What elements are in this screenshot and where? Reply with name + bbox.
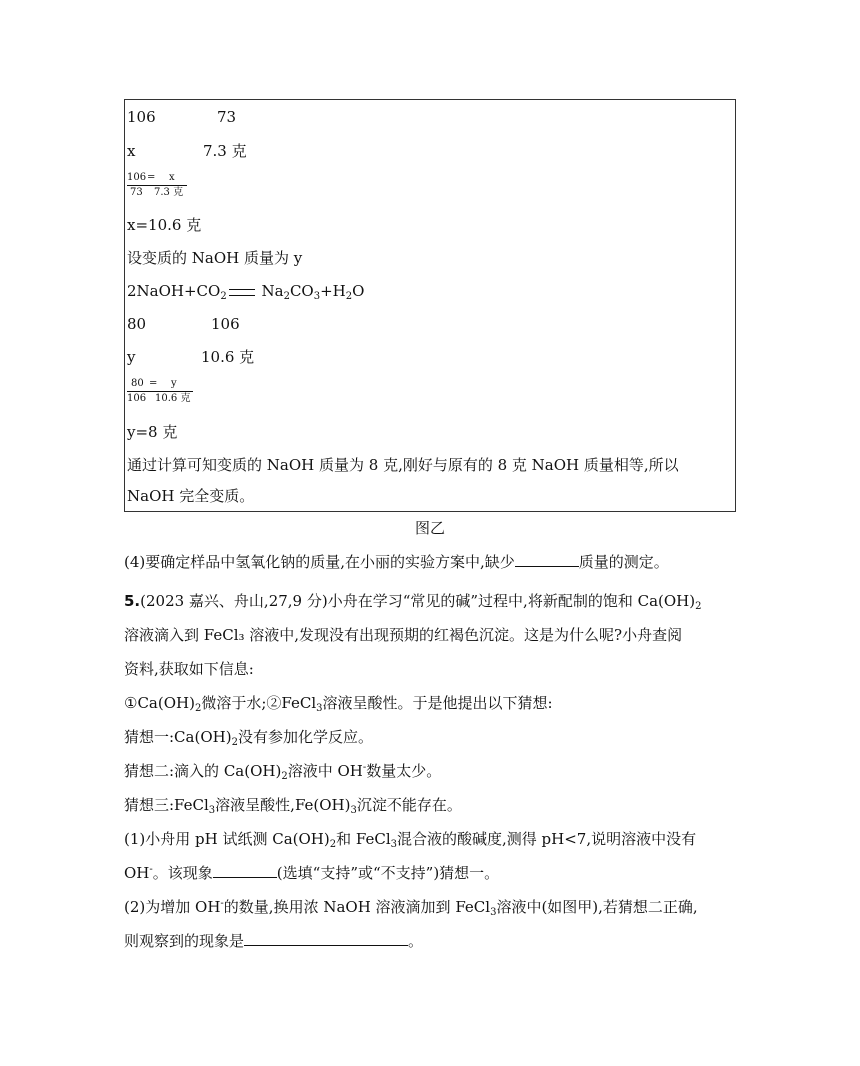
guess-2 — [124, 760, 441, 782]
p1-f: (选填“支持”或“不支持”)猜想一。 — [276, 864, 500, 882]
frac2-den-right: 10.6 克 — [155, 393, 191, 404]
eq2-co: CO — [289, 282, 314, 300]
equals-line — [229, 289, 255, 296]
conclusion-line-2: NaOH 完全变质。 — [127, 487, 255, 505]
question-5-line-3: 资料,获取如下信息: — [124, 660, 254, 678]
guess3-a: 猜想三:FeCl — [124, 796, 209, 814]
guess3-c: 沉淀不能存在。 — [356, 796, 462, 814]
sub-2: 2 — [695, 601, 702, 612]
sub-2: 2 — [283, 291, 290, 302]
x-result: x=10.6 克 — [127, 216, 202, 234]
p1-a: (1)小舟用 pH 试纸测 Ca(OH) — [124, 830, 330, 848]
sub-2: 2 — [345, 291, 353, 302]
p2-a: (2)为增加 OH — [124, 898, 221, 916]
sub-3: 3 — [350, 805, 357, 816]
frac2-den-left: 106 — [127, 393, 147, 404]
info-c: 溶液呈酸性。于是他提出以下猜想: — [322, 694, 553, 712]
info-a: ①Ca(OH) — [124, 694, 195, 712]
part-2-line-2 — [124, 930, 423, 952]
ratio-row-4 — [127, 347, 327, 367]
answer-blank[interactable] — [515, 552, 579, 567]
question-5-line-1 — [124, 590, 701, 612]
equation-2 — [127, 281, 364, 301]
guess3-b: 溶液呈酸性,Fe(OH) — [215, 796, 351, 814]
sup-minus: - — [149, 864, 153, 875]
ratio-row-2 — [127, 141, 327, 161]
frac-num-right: x — [169, 172, 175, 183]
sub-3: 3 — [390, 839, 398, 850]
fraction-x: 106 = x 73 7.3 克 — [127, 172, 191, 202]
sub-2: 2 — [329, 839, 337, 850]
value-7-3: 7.3 克 — [203, 142, 247, 160]
question-5-line-2: 溶液滴入到 FeCl₃ 溶液中,发现没有出现预期的红褐色沉淀。这是为什么呢?小舟查阅 — [124, 626, 683, 644]
frac-den-left: 73 — [130, 187, 143, 198]
q4-text: (4)要确定样品中氢氧化钠的质量,在小丽的实验方案中,缺少 — [124, 553, 515, 571]
fraction-y: 80 = y 106 10.6 克 — [127, 378, 195, 408]
value-106: 106 — [127, 108, 156, 126]
assume-y: 设变质的 NaOH 质量为 y — [127, 249, 303, 267]
answer-blank[interactable] — [244, 931, 408, 946]
value-106b: 106 — [211, 315, 240, 333]
sub-3: 3 — [313, 291, 321, 302]
var-y: y — [127, 348, 136, 366]
conclusion-line-1: 通过计算可知变质的 NaOH 质量为 8 克,刚好与原有的 8 克 NaOH 质量相等,所以 — [127, 456, 679, 474]
eq2-na: Na — [256, 282, 284, 300]
guess1-a: 猜想一:Ca(OH) — [124, 728, 232, 746]
answer-blank[interactable] — [213, 863, 277, 878]
solution-box — [124, 99, 736, 512]
eq2-left: 2NaOH+CO — [127, 282, 221, 300]
part-2-line-1 — [124, 896, 698, 918]
frac-den-right: 7.3 克 — [154, 187, 184, 198]
sub-2: 2 — [231, 737, 238, 748]
var-x: x — [127, 142, 136, 160]
p1-e: 。该现象 — [152, 864, 213, 882]
sub-3: 3 — [490, 907, 497, 918]
guess2-c: 数量太少。 — [366, 762, 442, 780]
info-line — [124, 692, 553, 714]
frac-num-left: 106 — [127, 172, 147, 183]
frac2-num-left: 80 — [131, 378, 144, 389]
sub-2: 2 — [281, 771, 288, 782]
guess1-b: 没有参加化学反应。 — [237, 728, 373, 746]
value-10-6: 10.6 克 — [201, 348, 255, 366]
eq2-o: O — [352, 282, 365, 300]
q4-text-after: 质量的测定。 — [578, 553, 669, 571]
p1-c: 混合液的酸碱度,测得 pH<7,说明溶液中没有 — [397, 830, 697, 848]
sup-minus: - — [220, 898, 224, 909]
question-4 — [124, 551, 669, 573]
guess-1 — [124, 726, 373, 748]
part-1-line-2 — [124, 862, 499, 884]
frac2-num-right: y — [171, 378, 177, 389]
sub-3: 3 — [208, 805, 216, 816]
y-result: y=8 克 — [127, 423, 178, 441]
p2-d: 则观察到的现象是 — [124, 932, 245, 950]
value-80: 80 — [127, 315, 147, 333]
p1-b: 和 FeCl — [336, 830, 391, 848]
part-1-line-1 — [124, 828, 696, 850]
p2-b: 的数量,换用浓 NaOH 溶液滴加到 FeCl — [223, 898, 491, 916]
q5-line1: (2023 嘉兴、舟山,27,9 分)小舟在学习“常见的碱”过程中,将新配制的饱和 Ca(OH) — [140, 592, 696, 610]
figure-caption: 图乙 — [414, 519, 445, 537]
info-b: 微溶于水;②FeCl — [201, 694, 317, 712]
p1-d: OH — [124, 864, 150, 882]
sup-minus: - — [362, 762, 367, 773]
guess2-a: 猜想二:滴入的 Ca(OH) — [124, 762, 282, 780]
ratio-row-3 — [127, 314, 327, 334]
ratio-row-1 — [127, 107, 237, 127]
sub-2: 2 — [194, 703, 202, 714]
question-number: 5. — [124, 592, 141, 610]
sub-2: 2 — [220, 291, 227, 302]
sub-3: 3 — [316, 703, 323, 714]
eq2-h: +H — [320, 282, 346, 300]
guess-3 — [124, 794, 462, 816]
value-73: 73 — [217, 108, 237, 126]
guess2-b: 溶液中 OH — [287, 762, 363, 780]
p2-c: 溶液中(如图甲),若猜想二正确, — [496, 898, 698, 916]
p2-e: 。 — [408, 932, 424, 950]
